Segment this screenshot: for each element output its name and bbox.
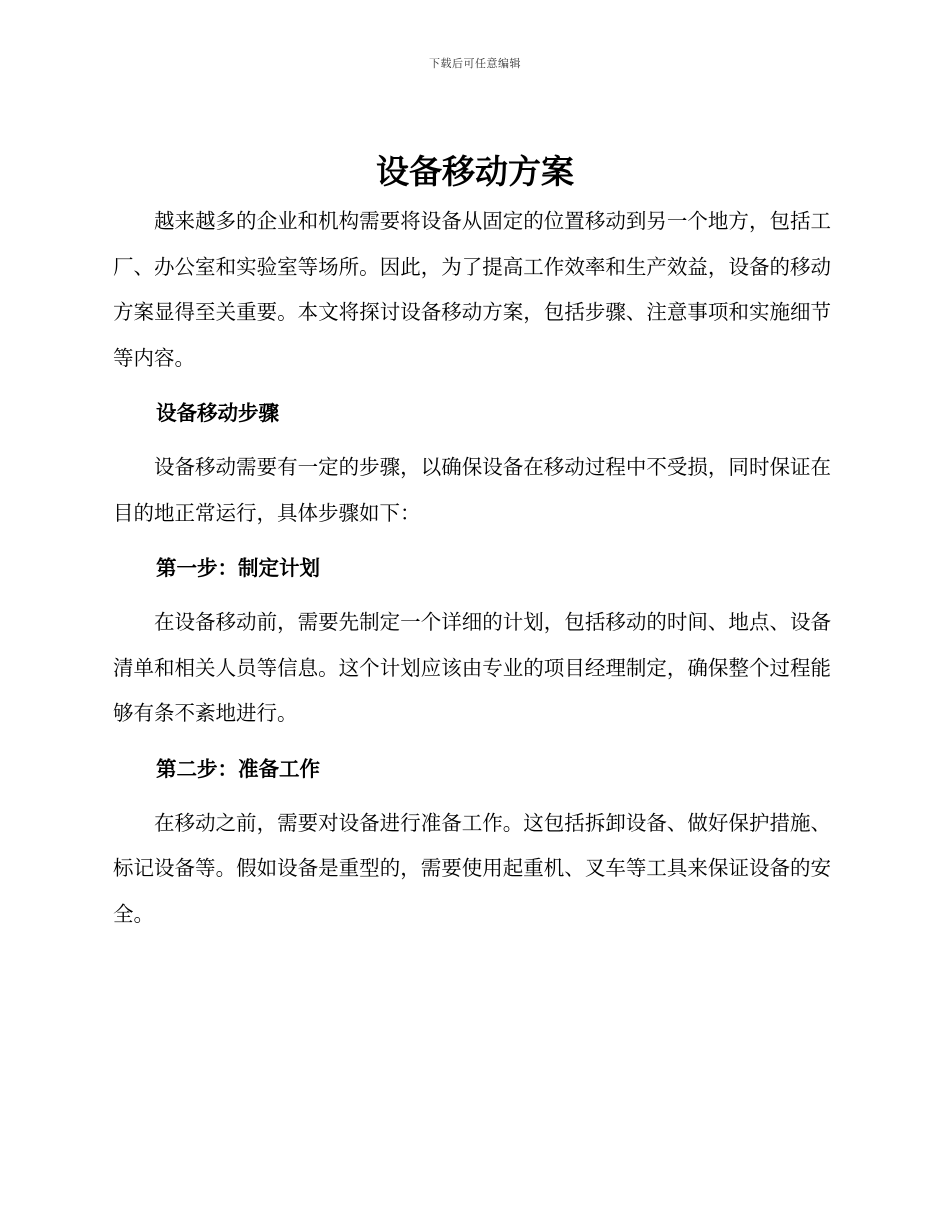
document-body bbox=[113, 199, 831, 937]
spacer bbox=[113, 581, 831, 600]
step1-paragraph: 在设备移动前，需要先制定一个详细的计划，包括移动的时间、地点、设备清单和相关人员等信息。这个计划应该由专业的项目经理制定，确保整个过程能够有条不紊地进行。 bbox=[113, 610, 831, 725]
spacer bbox=[113, 737, 831, 756]
section-heading: 设备移动步骤 bbox=[156, 401, 279, 425]
header-note: 下载后可任意编辑 bbox=[429, 57, 521, 70]
spacer bbox=[113, 536, 831, 555]
step1-heading: 第一步：制定计划 bbox=[156, 556, 320, 580]
spacer bbox=[113, 426, 831, 445]
step2-paragraph: 在移动之前，需要对设备进行准备工作。这包括拆卸设备、做好保护措施、标记设备等。假如设备是重型的，需要使用起重机、叉车等工具来保证设备的安全。 bbox=[113, 810, 831, 926]
spacer bbox=[113, 782, 831, 801]
step2-heading: 第二步：准备工作 bbox=[156, 756, 320, 781]
document-title: 设备移动方案 bbox=[376, 152, 574, 191]
spacer bbox=[113, 381, 831, 400]
intro-paragraph: 越来越多的企业和机构需要将设备从固定的位置移动到另一个地方，包括工厂、办公室和实验室等场所。因此，为了提高工作效率和生产效益，设备的移动方案显得至关重要。本文将探讨设备移动方案，包括步骤、注意事项和实施细节等内容。 bbox=[113, 209, 831, 370]
section-intro-paragraph: 设备移动需要有一定的步骤，以确保设备在移动过程中不受损，同时保证在目的地正常运行，具体步骤如下： bbox=[113, 455, 831, 525]
